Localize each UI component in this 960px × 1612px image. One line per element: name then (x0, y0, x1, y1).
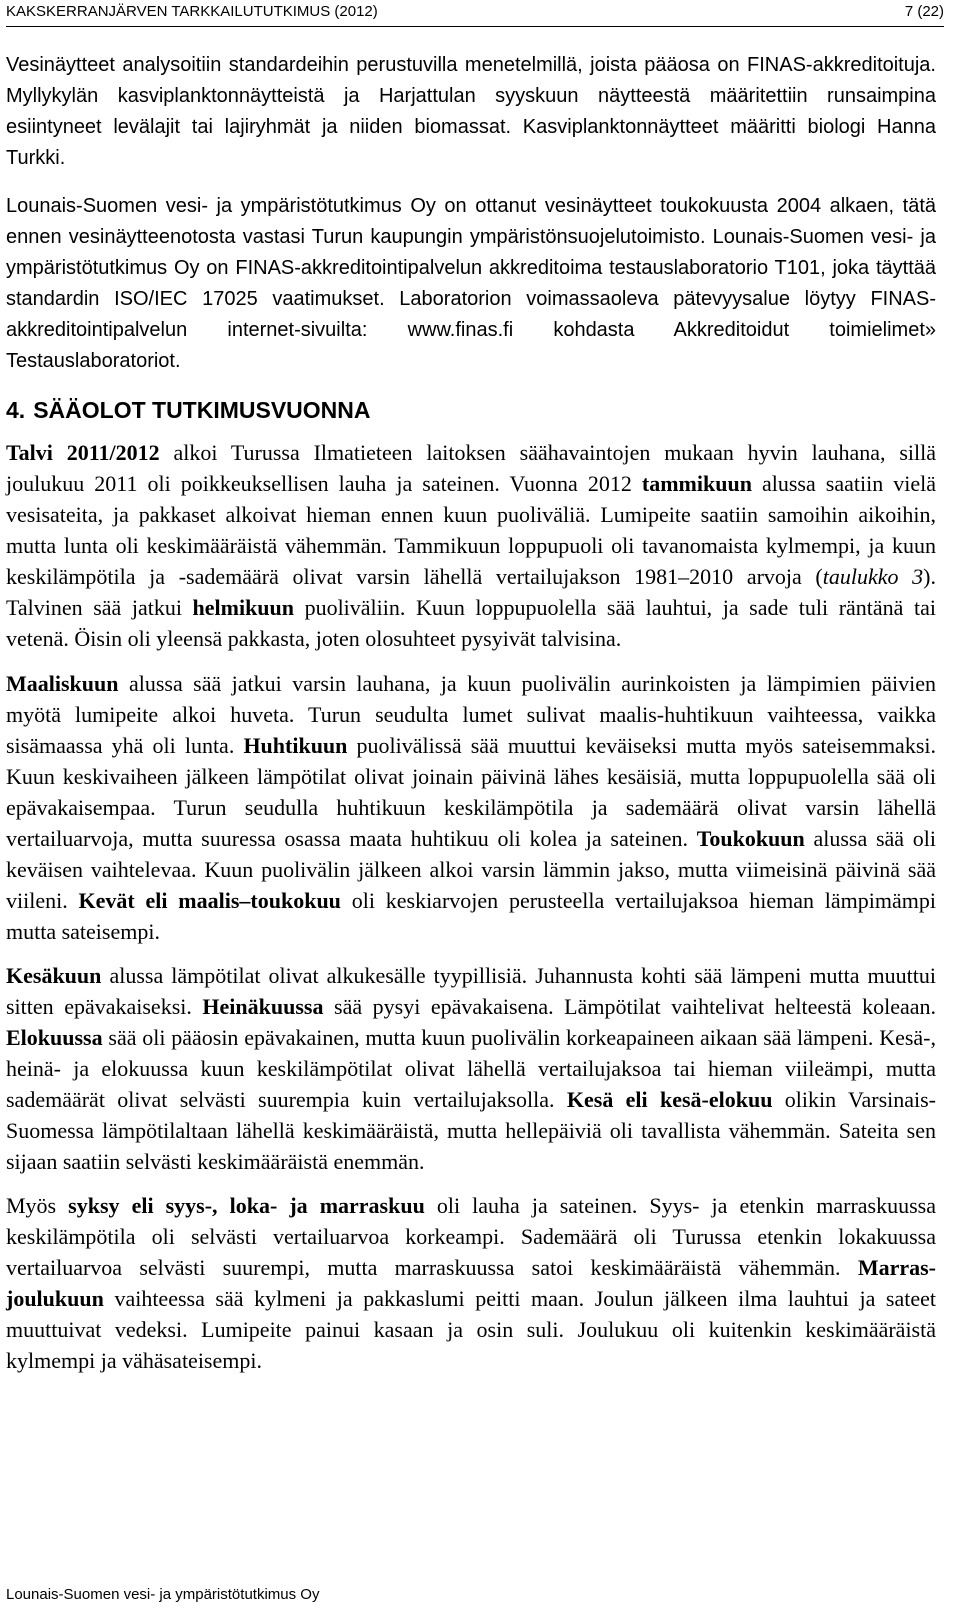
paragraph-spring (6, 668, 936, 947)
text-run: sää oli pääosin epävakainen, mutta kuun puolivälin korkeapaineen aikaan sää lämpeni. Kesä-, heinä- ja elokuussa kuun keskilämpötilat olivat lähellä vertailujaksoa tai hieman viileämpi, mutta sademäärät olivat selvästi suurempia kuin vertailujaksolla. (6, 1025, 936, 1112)
text-run: oli lauha ja sateinen. Syys- ja etenkin marraskuussa keskilämpötila oli selvästi vertailuarvoa korkeampi. Sademäärä oli Turussa etenkin lokakuussa vertailuarvoa selvästi suurempi, mutta marraskuussa satoi keskimääräistä vähemmän. (6, 1193, 937, 1280)
header-divider (6, 26, 944, 27)
text-run: puoliväliin. Kuun loppupuolella sää lauhtui, ja sade tuli räntänä tai vetenä. Öisin oli yleensä pakkasta, joten olosuhteet pysyivät talvisina. (6, 595, 936, 651)
page-header (6, 0, 944, 28)
bold-term: Maaliskuun (6, 671, 119, 696)
text-run: alussa sää jatkui varsin lauhana, ja kuun puolivälin aurinkoisten ja lämpimien päivien myötä lumipeite alkoi huveta. Turun seudulta lumet sulivat maalis-huhtikuun vaihteessa, vaikka sisämaassa yhä oli lunta. (6, 671, 936, 758)
paragraph-laboratory: Lounais-Suomen vesi- ja ympäristötutkimus Oy on ottanut vesinäytteet toukokuusta 2004 alkaen, tätä ennen vesinäytteenotosta vastasi Turun kaupungin ympäristönsuojelutoimisto. Lounais-Suomen vesi- ja ympäristötutkimus Oy on FINAS-akkreditointipalvelun akkreditoima testauslaboratorio T101, joka täyttää standardin ISO/IEC 17025 vaatimukset. Laboratorion voimassaoleva pätevyysalue löytyy FINAS-akkreditointipalvelun internet-sivuilta: www.finas.fi kohdasta Akkreditoidut toimielimet» Testauslaboratoriot. (6, 195, 936, 372)
section-heading (6, 395, 936, 425)
bold-term: Kevät eli maalis–toukokuu (78, 888, 341, 913)
page-footer: Lounais-Suomen vesi- ja ympäristötutkimus Oy (6, 1586, 320, 1603)
bold-term: syksy eli syys-, loka- ja marraskuu (68, 1193, 425, 1218)
text-run: olikin Varsinais-Suomessa lämpötilaltaan lähellä keskimääräistä, mutta hellepäiviä oli tavallista vähemmän. Sateita sen sijaan saatiin selvästi keskimääräistä enemmän. (6, 1087, 937, 1174)
text-run: oli keskiarvojen perusteella vertailujaksoa hieman lämpimämpi mutta sateisempi. (6, 888, 936, 944)
paragraph-autumn (6, 1190, 936, 1376)
text-run: alussa lämpötilat olivat alkukesälle tyypillisiä. Juhannusta kohti sää lämpeni mutta muuttui sitten epävakaiseksi. (6, 963, 936, 1019)
page-number: 7 (22) (904, 3, 944, 20)
text-run: vaihteessa sää kylmeni ja pakkaslumi peitti maan. Joulun jälkeen ilma lauhtui ja sateet muuttuivat vedeksi. Lumipeite painui kasaan ja osin suli. Joulukuu oli kuitenkin keskimääräistä kylmempi ja vähäsateisempi. (6, 1286, 936, 1373)
bold-term: tammikuun (641, 471, 752, 496)
bold-term: Marras-joulukuun (6, 1255, 936, 1311)
paragraph-methods: Vesinäytteet analysoitiin standardeihin perustuvilla menetelmillä, joista pääosa on FINAS-akkreditoituja. Myllykylän kasviplanktonnäytteistä ja Harjattulan syyskuun näytteestä määritettiin runsaimpina esiintyneet levälajit tai lajiryhmät ja niiden biomassat. Kasviplanktonnäytteet määritti biologi Hanna Turkki. (6, 54, 936, 169)
text-run: sää pysyi epävakaisena. Lämpötilat vaihtelivat helteestä koleaan. (323, 994, 936, 1019)
paragraph-winter (6, 437, 936, 654)
text-run: ). Talvinen sää jatkui (6, 564, 936, 620)
section-number: 4. (6, 397, 26, 423)
bold-term: Kesä eli kesä-elokuu (566, 1087, 773, 1112)
document-title: KAKSKERRANJÄRVEN TARKKAILUTUTKIMUS (2012) (6, 3, 378, 20)
bold-term: Toukokuun (696, 826, 805, 851)
text-run: Myös (6, 1193, 69, 1218)
text-run: alussa sää oli keväisen vaihtelevaa. Kuun puolivälin jälkeen alkoi varsin lämmin jakso, mutta viimeisinä päivinä sää viileni. (6, 826, 936, 913)
paragraph-summer (6, 960, 936, 1177)
bold-term: Talvi 2011/2012 (6, 440, 160, 465)
bold-term: helmikuun (192, 595, 295, 620)
bold-term: Elokuussa (6, 1025, 103, 1050)
text-run: alkoi Turussa Ilmatieteen laitoksen säähavaintojen mukaan hyvin lauhana, sillä joulukuu 2011 oli poikkeuksellisen lauha ja sateinen. Vuonna 2012 (6, 440, 937, 496)
bold-term: Kesäkuun (6, 963, 102, 988)
italic-reference: taulukko 3 (822, 564, 924, 589)
text-run: alussa saatiin vielä vesisateita, ja pakkaset alkoivat hieman ennen kuun puoliväliä. Lumipeite saatiin samoihin aikoihin, mutta lunta oli keskimääräistä vähemmän. Tammikuun loppupuoli oli tavanomaista kylmempi, ja kuun keskilämpötila ja -sademäärä olivat varsin lähellä vertailujakson 1981–2010 arvoja ( (6, 471, 937, 589)
bold-term: Heinäkuussa (202, 994, 324, 1019)
text-run: puolivälissä sää muuttui keväiseksi mutta myös sateisemmaksi. Kuun keskivaiheen jälkeen lämpötilat olivat joinain päivinä lähes kesäisiä, mutta loppupuolella sää oli epävakaisempaa. Turun seudulla huhtikuun keskilämpötila ja sademäärä olivat varsin lähellä vertailuarvoja, mutta suuressa osassa maata huhtikuu oli kolea ja sateinen. (6, 733, 936, 851)
page-content (6, 50, 936, 1376)
bold-term: Huhtikuun (243, 733, 348, 758)
section-title: SÄÄOLOT TUTKIMUSVUONNA (33, 397, 371, 423)
